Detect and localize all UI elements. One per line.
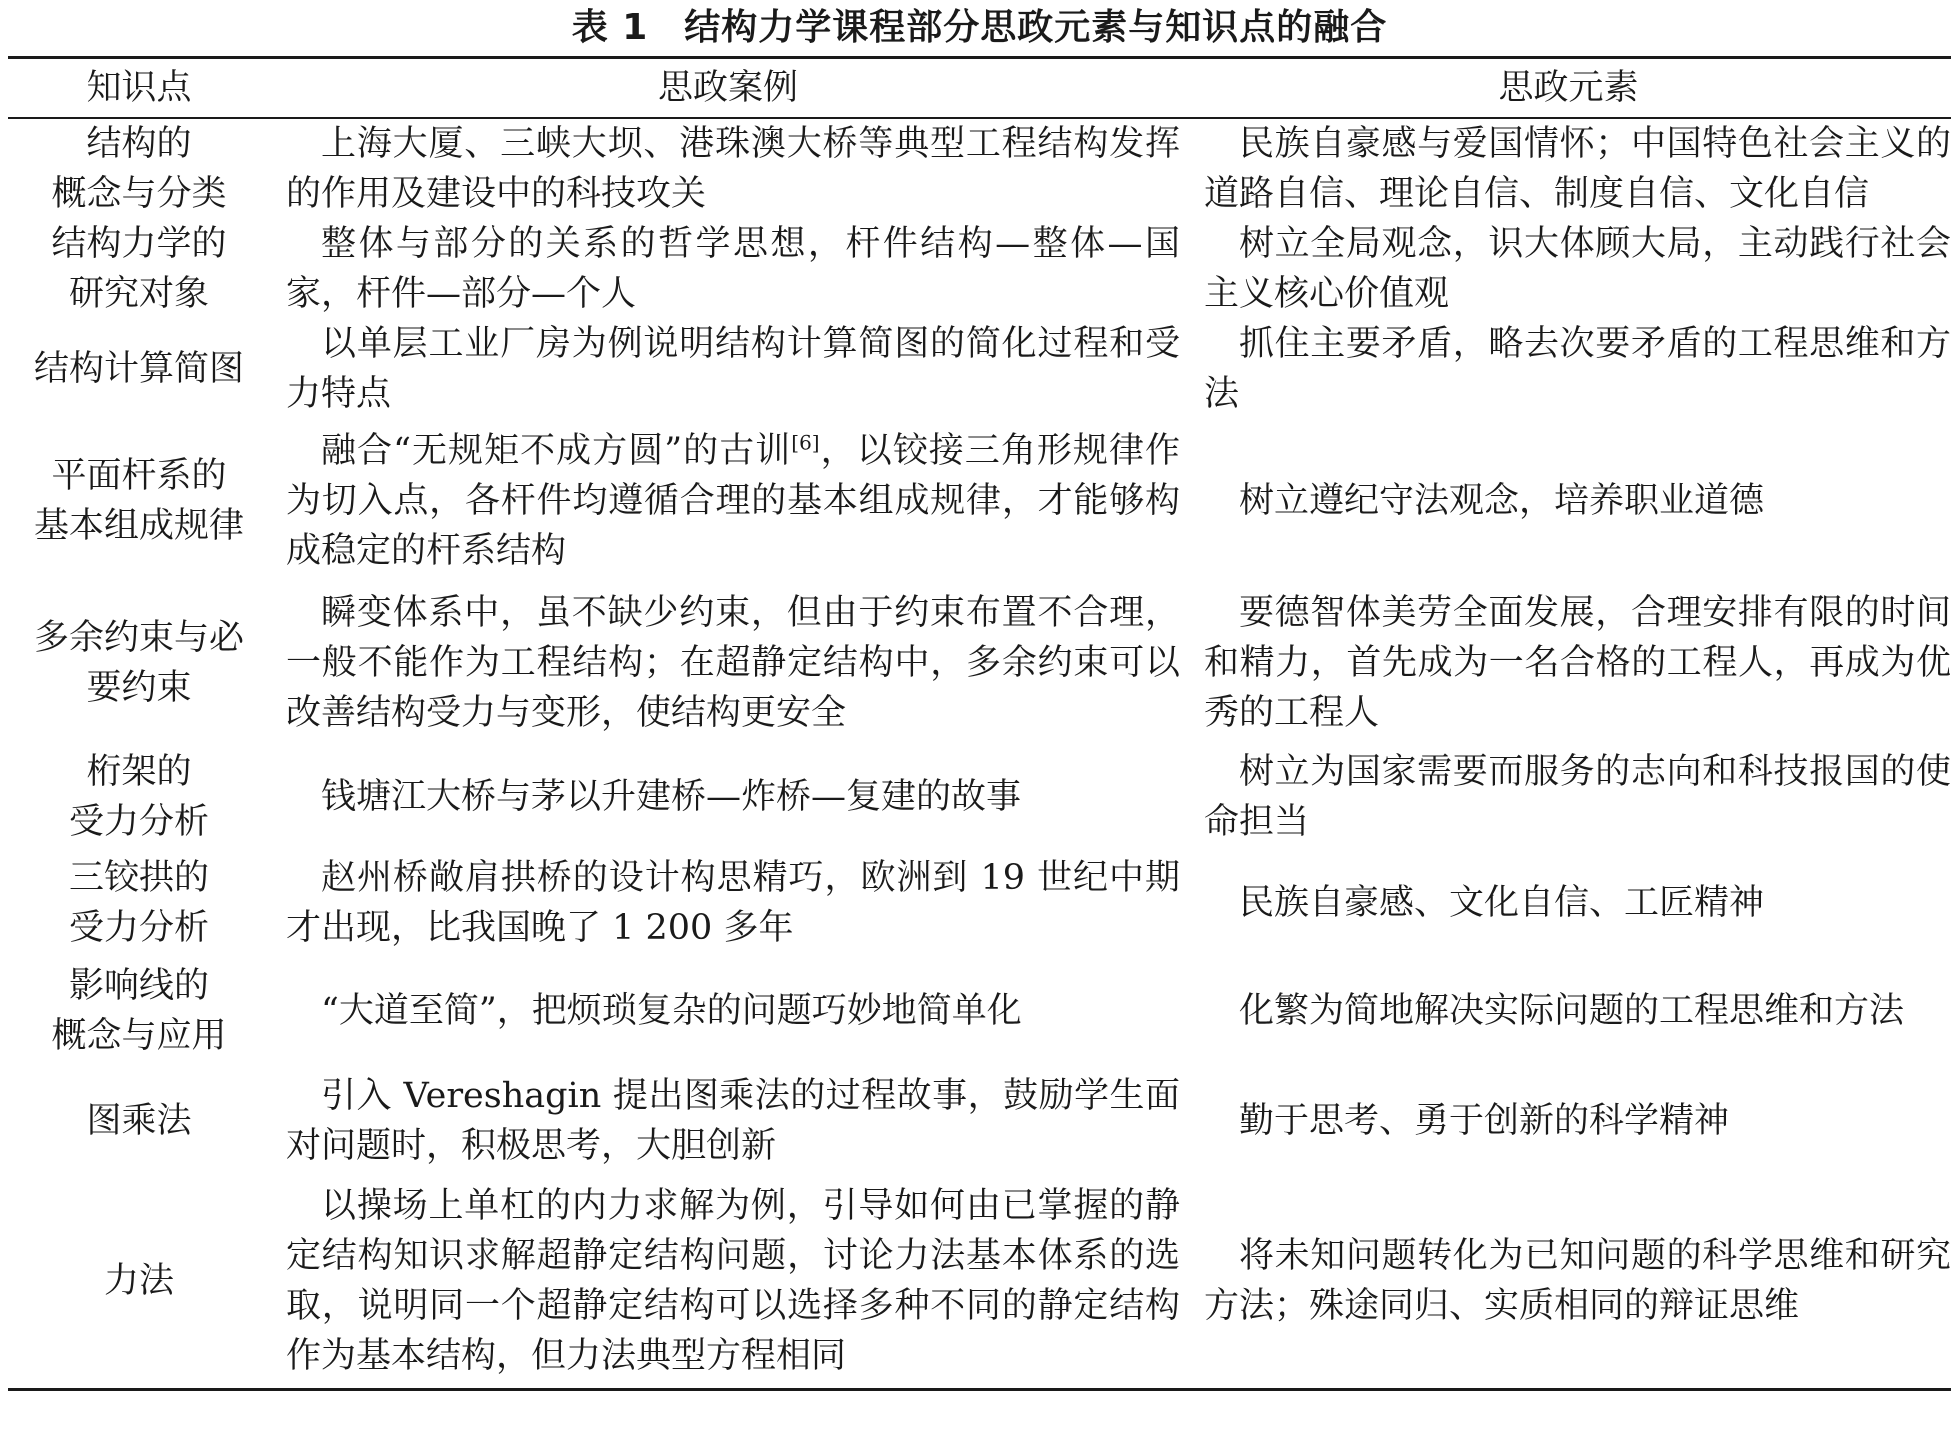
ideology-element-cell: 勤于思考、勇于创新的科学精神 (1239, 1101, 1730, 1141)
knowledge-point-cell (8, 219, 270, 319)
header-knowledge-point: 知识点 (86, 68, 192, 108)
knowledge-point-line: 结构力学的 (51, 224, 227, 264)
ideology-element-cell: 树立为国家需要而服务的志向和科技报国的使命担当 (1204, 752, 1951, 842)
table-row (8, 743, 1951, 851)
ideology-case-cell: 赵州桥敞肩拱桥的设计构思精巧，欧洲到 19 世纪中期才出现，比我国晚了 1 200 多年 (286, 858, 1180, 948)
table-row (8, 1067, 1951, 1175)
ideology-case-cell: 瞬变体系中，虽不缺少约束，但由于约束布置不合理，一般不能作为工程结构；在超静定结构中，多余约束可以改善结构受力与变形，使结构更安全 (286, 593, 1180, 733)
knowledge-point-line: 研究对象 (68, 274, 209, 314)
knowledge-point-line: 桁架的 (86, 752, 192, 792)
table-row (8, 118, 1951, 219)
knowledge-point-line: 三铰拱的 (68, 858, 209, 898)
knowledge-point-line: 受力分析 (68, 802, 209, 842)
case-text: ，以铰接三角形规律作为切入点，各杆件均遵循合理的基本组成规律，才能够构成稳定的杆系结构 (286, 431, 1180, 571)
ideology-element-cell: 民族自豪感、文化自信、工匠精神 (1239, 883, 1765, 923)
table-row (8, 583, 1951, 743)
knowledge-point-cell (8, 851, 270, 955)
knowledge-point-line: 结构的 (86, 124, 192, 164)
ideology-case-cell: 上海大厦、三峡大坝、港珠澳大桥等典型工程结构发挥的作用及建设中的科技攻关 (286, 124, 1180, 214)
knowledge-point-line: 基本组成规律 (33, 506, 244, 546)
table-number: 表 1 (571, 7, 649, 48)
knowledge-point-cell (8, 955, 270, 1067)
knowledge-point-line: 概念与分类 (51, 174, 227, 214)
ideology-case-cell: 引入 Vereshagin 提出图乘法的过程故事，鼓励学生面对问题时，积极思考，大胆创新 (286, 1076, 1180, 1166)
knowledge-point-cell (8, 319, 270, 419)
table-title: 结构力学课程部分思政元素与知识点的融合 (684, 7, 1388, 48)
table-row (8, 1175, 1951, 1389)
knowledge-point-line: 多余约束与必 (33, 618, 244, 658)
table-row (8, 419, 1951, 583)
ideology-element-cell: 抓住主要矛盾，略去次要矛盾的工程思维和方法 (1204, 324, 1951, 414)
ideology-element-cell: 化繁为简地解决实际问题的工程思维和方法 (1239, 991, 1905, 1031)
knowledge-point-line: 影响线的 (68, 966, 209, 1006)
table-caption (0, 4, 1959, 52)
knowledge-point-line: 要约束 (86, 668, 192, 708)
ideology-case-cell: 以单层工业厂房为例说明结构计算简图的简化过程和受力特点 (286, 324, 1180, 414)
ideology-case-cell: 整体与部分的关系的哲学思想，杆件结构—整体—国家，杆件—部分—个人 (286, 224, 1180, 314)
table-row (8, 219, 1951, 319)
header-ideology-element: 思政元素 (1498, 68, 1639, 108)
knowledge-point-cell (8, 118, 270, 219)
ideology-element-cell: 要德智体美劳全面发展，合理安排有限的时间和精力，首先成为一名合格的工程人，再成为优秀的工程人 (1204, 593, 1951, 733)
ideology-case-cell (270, 419, 1186, 583)
table-row (8, 955, 1951, 1067)
header-ideology-case: 思政案例 (657, 68, 798, 108)
knowledge-point-line: 结构计算简图 (33, 349, 244, 389)
citation-ref: [6] (791, 430, 820, 455)
header-row (8, 58, 1951, 119)
table-row (8, 851, 1951, 955)
ideology-case-cell: 钱塘江大桥与茅以升建桥—炸桥—复建的故事 (321, 777, 1022, 817)
ideology-element-cell: 树立全局观念，识大体顾大局，主动践行社会主义核心价值观 (1204, 224, 1951, 314)
knowledge-point-line: 平面杆系的 (51, 456, 227, 496)
knowledge-point-line: 概念与应用 (51, 1016, 227, 1056)
ideology-case-cell: 以操场上单杠的内力求解为例，引导如何由已掌握的静定结构知识求解超静定结构问题，讨论力法基本体系的选取，说明同一个超静定结构可以选择多种不同的静定结构作为基本结构，但力法典型方程相同 (286, 1186, 1180, 1377)
knowledge-point-cell (8, 1175, 270, 1389)
case-text: 融合“无规矩不成方圆”的古训 (321, 431, 792, 471)
ideology-case-cell: “大道至简”，把烦琐复杂的问题巧妙地简单化 (321, 991, 1022, 1031)
ideology-element-cell: 树立遵纪守法观念，培养职业道德 (1239, 481, 1765, 521)
knowledge-point-line: 受力分析 (68, 908, 209, 948)
knowledge-point-cell (8, 583, 270, 743)
knowledge-point-cell (8, 1067, 270, 1175)
ideology-element-cell: 民族自豪感与爱国情怀；中国特色社会主义的道路自信、理论自信、制度自信、文化自信 (1204, 124, 1951, 214)
knowledge-point-cell (8, 419, 270, 583)
knowledge-point-line: 力法 (103, 1261, 174, 1302)
knowledge-point-line: 图乘法 (86, 1101, 192, 1141)
table-row (8, 319, 1951, 419)
ideology-knowledge-table (8, 56, 1951, 1391)
knowledge-point-cell (8, 743, 270, 851)
ideology-element-cell: 将未知问题转化为已知问题的科学思维和研究方法；殊途同归、实质相同的辩证思维 (1204, 1236, 1951, 1327)
